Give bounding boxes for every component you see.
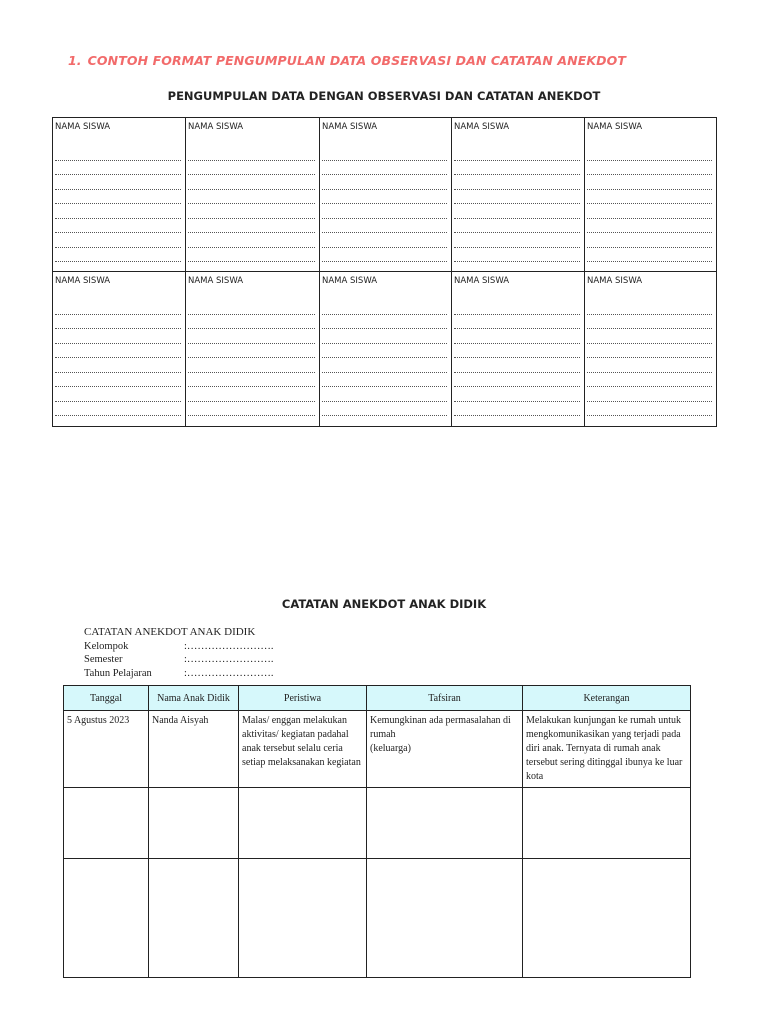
dotted-line (587, 373, 712, 388)
student-name-label: NAMA SISWA (322, 276, 378, 286)
student-name-label: NAMA SISWA (188, 276, 244, 286)
dotted-line (55, 248, 181, 263)
dotted-line (454, 329, 580, 344)
student-cell (585, 272, 716, 426)
field-tahun-pelajaran (84, 667, 274, 681)
cell-peristiwa (239, 859, 367, 978)
dotted-line (322, 300, 447, 315)
field-semester (84, 653, 274, 667)
table-row (64, 788, 691, 859)
dotted-line (55, 204, 181, 219)
dotted-line (454, 146, 580, 161)
student-name-label: NAMA SISWA (55, 122, 111, 132)
dotted-line (55, 190, 181, 205)
dotted-line (587, 175, 712, 190)
student-name-label: NAMA SISWA (322, 122, 378, 132)
dotted-line (188, 387, 315, 402)
dotted-line (454, 373, 580, 388)
dotted-line (587, 248, 712, 263)
dotted-line (55, 373, 181, 388)
cell-keterangan (523, 859, 691, 978)
cell-peristiwa: Malas/ enggan melakukan aktivitas/ kegiatan padahal anak tersebut selalu ceria setiap melaksanakan kegiatan (239, 711, 367, 788)
field-value: :……………………. (184, 654, 274, 665)
cell-nama (149, 859, 239, 978)
dotted-line (322, 402, 447, 417)
dotted-line (188, 344, 315, 359)
dotted-line (454, 204, 580, 219)
dotted-line (188, 219, 315, 234)
student-cell (53, 118, 186, 272)
dotted-line (587, 344, 712, 359)
student-name-label: NAMA SISWA (454, 276, 510, 286)
cell-tanggal: 5 Agustus 2023 (64, 711, 149, 788)
dotted-line (55, 344, 181, 359)
field-label: Semester (84, 654, 123, 665)
dotted-line (454, 175, 580, 190)
dotted-line (454, 300, 580, 315)
dotted-line (55, 233, 181, 248)
student-name-label: NAMA SISWA (188, 122, 244, 132)
student-cell (186, 272, 320, 426)
header-nama-anak-didik: Nama Anak Didik (149, 686, 239, 711)
student-name-label: NAMA SISWA (587, 122, 643, 132)
student-cell (53, 272, 186, 426)
cell-keterangan: Melakukan kunjungan ke rumah untuk mengkomunikasikan yang terjadi pada diri anak. Ternyata di rumah anak tersebut sering ditinggal ibunya ke luar kota (523, 711, 691, 788)
dotted-line (454, 402, 580, 417)
dotted-line (188, 373, 315, 388)
dotted-line (322, 146, 447, 161)
dotted-line (322, 204, 447, 219)
dotted-line (55, 300, 181, 315)
dotted-line (587, 315, 712, 330)
dotted-line (454, 315, 580, 330)
table-row (64, 711, 691, 788)
student-cell (186, 118, 320, 272)
student-name-label: NAMA SISWA (587, 276, 643, 286)
anekdot-info (84, 626, 274, 680)
dotted-line (587, 190, 712, 205)
cell-nama: Nanda Aisyah (149, 711, 239, 788)
student-cell (320, 272, 452, 426)
student-cell (452, 118, 585, 272)
dotted-line (188, 161, 315, 176)
dotted-line (322, 175, 447, 190)
header-tafsiran: Tafsiran (367, 686, 523, 711)
dotted-line (322, 315, 447, 330)
dotted-line (55, 358, 181, 373)
dotted-line (454, 387, 580, 402)
dotted-line (322, 358, 447, 373)
student-name-label: NAMA SISWA (55, 276, 111, 286)
dotted-line (55, 146, 181, 161)
dotted-line (454, 248, 580, 263)
observation-title: PENGUMPULAN DATA DENGAN OBSERVASI DAN CATATAN ANEKDOT (167, 89, 601, 103)
header-tanggal: Tanggal (64, 686, 149, 711)
dotted-line (188, 300, 315, 315)
field-kelompok (84, 640, 274, 654)
dotted-line (454, 190, 580, 205)
dotted-line (587, 161, 712, 176)
cell-tanggal (64, 859, 149, 978)
cell-tafsiran (367, 859, 523, 978)
dotted-line (188, 190, 315, 205)
dotted-line (55, 329, 181, 344)
dotted-line (322, 190, 447, 205)
section-heading (68, 53, 626, 68)
dotted-line (454, 219, 580, 234)
student-cell (452, 272, 585, 426)
dotted-line (188, 315, 315, 330)
student-cell (585, 118, 716, 272)
dotted-line (587, 233, 712, 248)
dotted-line (188, 248, 315, 263)
dotted-line (188, 402, 315, 417)
cell-nama (149, 788, 239, 859)
observation-grid (52, 117, 717, 427)
field-label: Kelompok (84, 640, 129, 652)
table-row (64, 859, 691, 978)
dotted-line (188, 233, 315, 248)
field-value: :……………………. (184, 640, 274, 652)
dotted-line (188, 204, 315, 219)
header-peristiwa: Peristiwa (239, 686, 367, 711)
dotted-line (322, 233, 447, 248)
section-number: 1. (68, 53, 82, 68)
student-cell (320, 118, 452, 272)
cell-peristiwa (239, 788, 367, 859)
anekdot-title: CATATAN ANEKDOT ANAK DIDIK (281, 597, 487, 611)
table-header-row (64, 686, 691, 711)
dotted-line (587, 300, 712, 315)
dotted-line (322, 329, 447, 344)
cell-tafsiran (367, 788, 523, 859)
dotted-line (188, 175, 315, 190)
dotted-line (55, 175, 181, 190)
dotted-line (322, 161, 447, 176)
dotted-line (587, 402, 712, 417)
header-keterangan: Keterangan (523, 686, 691, 711)
dotted-line (55, 387, 181, 402)
dotted-line (587, 329, 712, 344)
dotted-line (454, 161, 580, 176)
dotted-line (55, 315, 181, 330)
field-value: :……………………. (184, 667, 274, 679)
dotted-line (454, 344, 580, 359)
dotted-line (322, 344, 447, 359)
dotted-line (587, 387, 712, 402)
dotted-line (322, 387, 447, 402)
dotted-line (587, 204, 712, 219)
dotted-line (55, 161, 181, 176)
dotted-line (587, 219, 712, 234)
dotted-line (322, 219, 447, 234)
dotted-line (454, 233, 580, 248)
field-label: Tahun Pelajaran (84, 667, 152, 679)
cell-tanggal (64, 788, 149, 859)
dotted-line (322, 373, 447, 388)
dotted-line (188, 146, 315, 161)
dotted-line (55, 402, 181, 417)
dotted-line (322, 248, 447, 263)
dotted-line (55, 219, 181, 234)
dotted-line (188, 329, 315, 344)
dotted-line (587, 358, 712, 373)
student-name-label: NAMA SISWA (454, 122, 510, 132)
section-heading-text: CONTOH FORMAT PENGUMPULAN DATA OBSERVASI DAN CATATAN ANEKDOT (87, 53, 626, 68)
dotted-line (188, 358, 315, 373)
cell-tafsiran: Kemungkinan ada permasalahan di rumah (keluarga) (367, 711, 523, 788)
dotted-line (454, 358, 580, 373)
cell-keterangan (523, 788, 691, 859)
anekdot-form-title: CATATAN ANEKDOT ANAK DIDIK (84, 626, 256, 638)
anekdot-table (63, 685, 691, 978)
dotted-line (587, 146, 712, 161)
